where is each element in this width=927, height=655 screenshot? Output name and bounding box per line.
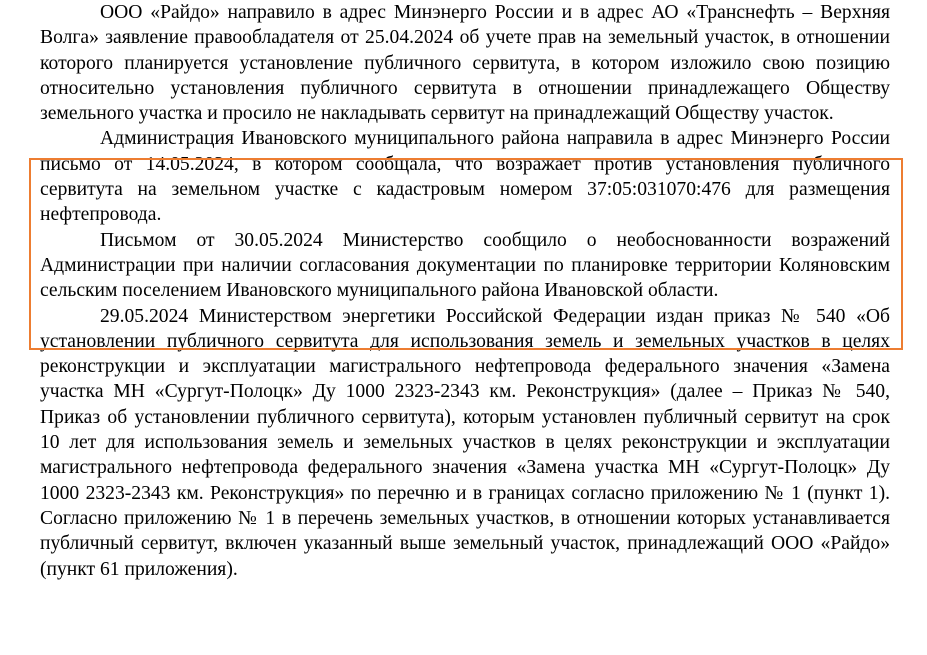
paragraph-administration-letter: Администрация Ивановского муниципального района направила в адрес Минэнерго России письмо от 14.05.2024, в котором сообщала, что возражает против установления публичного сервитута на земельном участке с кадастровым номером 37:05:031070:476 для размещения нефтепровода. xyxy=(40,128,890,226)
document-body xyxy=(40,0,890,582)
paragraph-order-540: 29.05.2024 Министерством энергетики Российской Федерации издан приказ № 540 «Об установлении публичного сервитута для использования земель и земельных участков в целях реконструкции и эксплуатации магистрального нефтепровода федерального значения «Замена участка МН «Сургут-Полоцк» Ду 1000 2323-2343 км. Реконструкция» (далее – Приказ № 540, Приказ об установлении публичного сервитута), которым установлен публичный сервитут на срок 10 лет для использования земель и земельных участков в целях реконструкции и эксплуатации магистрального нефтепровода федерального значения «Замена участка МН «Сургут-Полоцк» Ду 1000 2323-2343 км. Реконструкция» по перечню и в границах согласно приложению № 1 (пункт 1). Согласно приложению № 1 в перечень земельных участков, в отношении которых устанавливается публичный сервитут, включен указанный выше земельный участок, принадлежащий ООО «Райдо» (пункт 61 приложения). xyxy=(40,305,890,580)
paragraph-raido-application: ООО «Райдо» направило в адрес Минэнерго России и в адрес АО «Транснефть – Верхняя Волга» заявление правообладателя от 25.04.2024 об учете прав на земельный участок, в отношении которого планируется установление публичного сервитута, в котором изложило свою позицию относительно установления публичного сервитута в отношении принадлежащего Обществу земельного участка и просило не накладывать сервитут на принадлежащий Обществу участок. xyxy=(40,2,890,125)
paragraph-ministry-response: Письмом от 30.05.2024 Министерство сообщило о необоснованности возражений Администрации при наличии согласования документации по планировке территории Коляновским сельским поселением Ивановского муниципального района Ивановской области. xyxy=(40,229,890,302)
